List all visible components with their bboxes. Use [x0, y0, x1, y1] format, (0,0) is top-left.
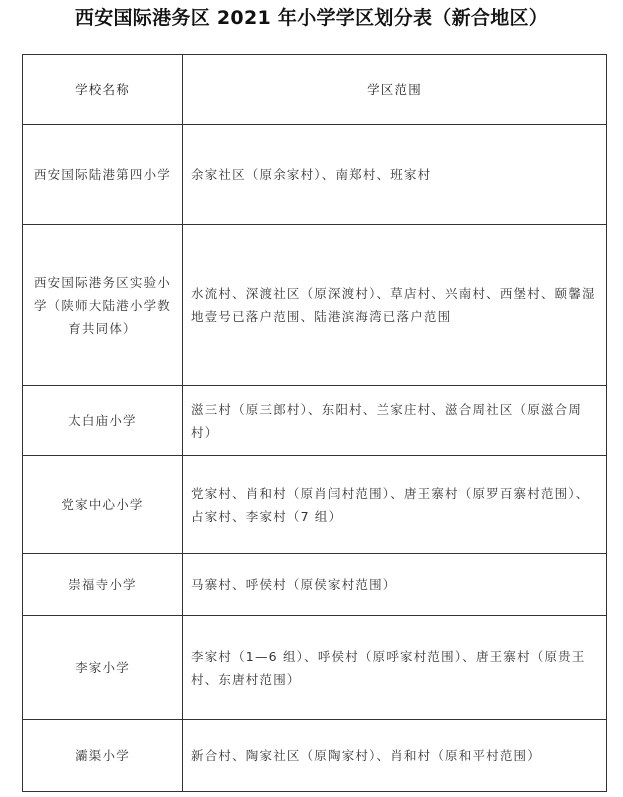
header-district-scope: 学区范围 — [183, 55, 607, 125]
table-row — [23, 554, 607, 616]
district-scope-cell: 新合村、陶家社区（原陶家村）、肖和村（原和平村范围） — [183, 720, 607, 792]
page-title: 西安国际港务区 2021 年小学学区划分表（新合地区） — [74, 7, 549, 29]
table-row — [23, 456, 607, 554]
school-name-cell: 太白庙小学 — [23, 386, 183, 456]
school-name-cell: 崇福寺小学 — [23, 554, 183, 616]
school-name-cell: 灞渠小学 — [23, 720, 183, 792]
school-name-cell: 党家中心小学 — [23, 456, 183, 554]
district-scope-cell: 余家社区（原余家村）、南郑村、班家村 — [183, 125, 607, 225]
school-name-cell: 李家小学 — [23, 616, 183, 720]
school-district-table — [22, 54, 607, 792]
school-name-cell: 西安国际陆港第四小学 — [23, 125, 183, 225]
table-header-row — [23, 55, 607, 125]
table-row — [23, 225, 607, 386]
table-row — [23, 386, 607, 456]
header-school-name: 学校名称 — [23, 55, 183, 125]
school-name-cell: 西安国际港务区实验小学（陕师大陆港小学教育共同体） — [23, 225, 183, 386]
table-row — [23, 720, 607, 792]
district-scope-cell: 党家村、肖和村（原肖闫村范围）、唐王寨村（原罗百寨村范围）、占家村、李家村（7 组） — [183, 456, 607, 554]
table-row — [23, 616, 607, 720]
table-row — [23, 125, 607, 225]
district-scope-cell: 马寨村、呼侯村（原侯家村范围） — [183, 554, 607, 616]
district-scope-cell: 水流村、深渡社区（原深渡村）、草店村、兴南村、西堡村、颐馨湿地壹号已落户范围、陆港滨海湾已落户范围 — [183, 225, 607, 386]
district-scope-cell: 李家村（1—6 组）、呼侯村（原呼家村范围）、唐王寨村（原贵王村、东唐村范围） — [183, 616, 607, 720]
district-scope-cell: 滋三村（原三郎村）、东阳村、兰家庄村、滋合周社区（原滋合周村） — [183, 386, 607, 456]
